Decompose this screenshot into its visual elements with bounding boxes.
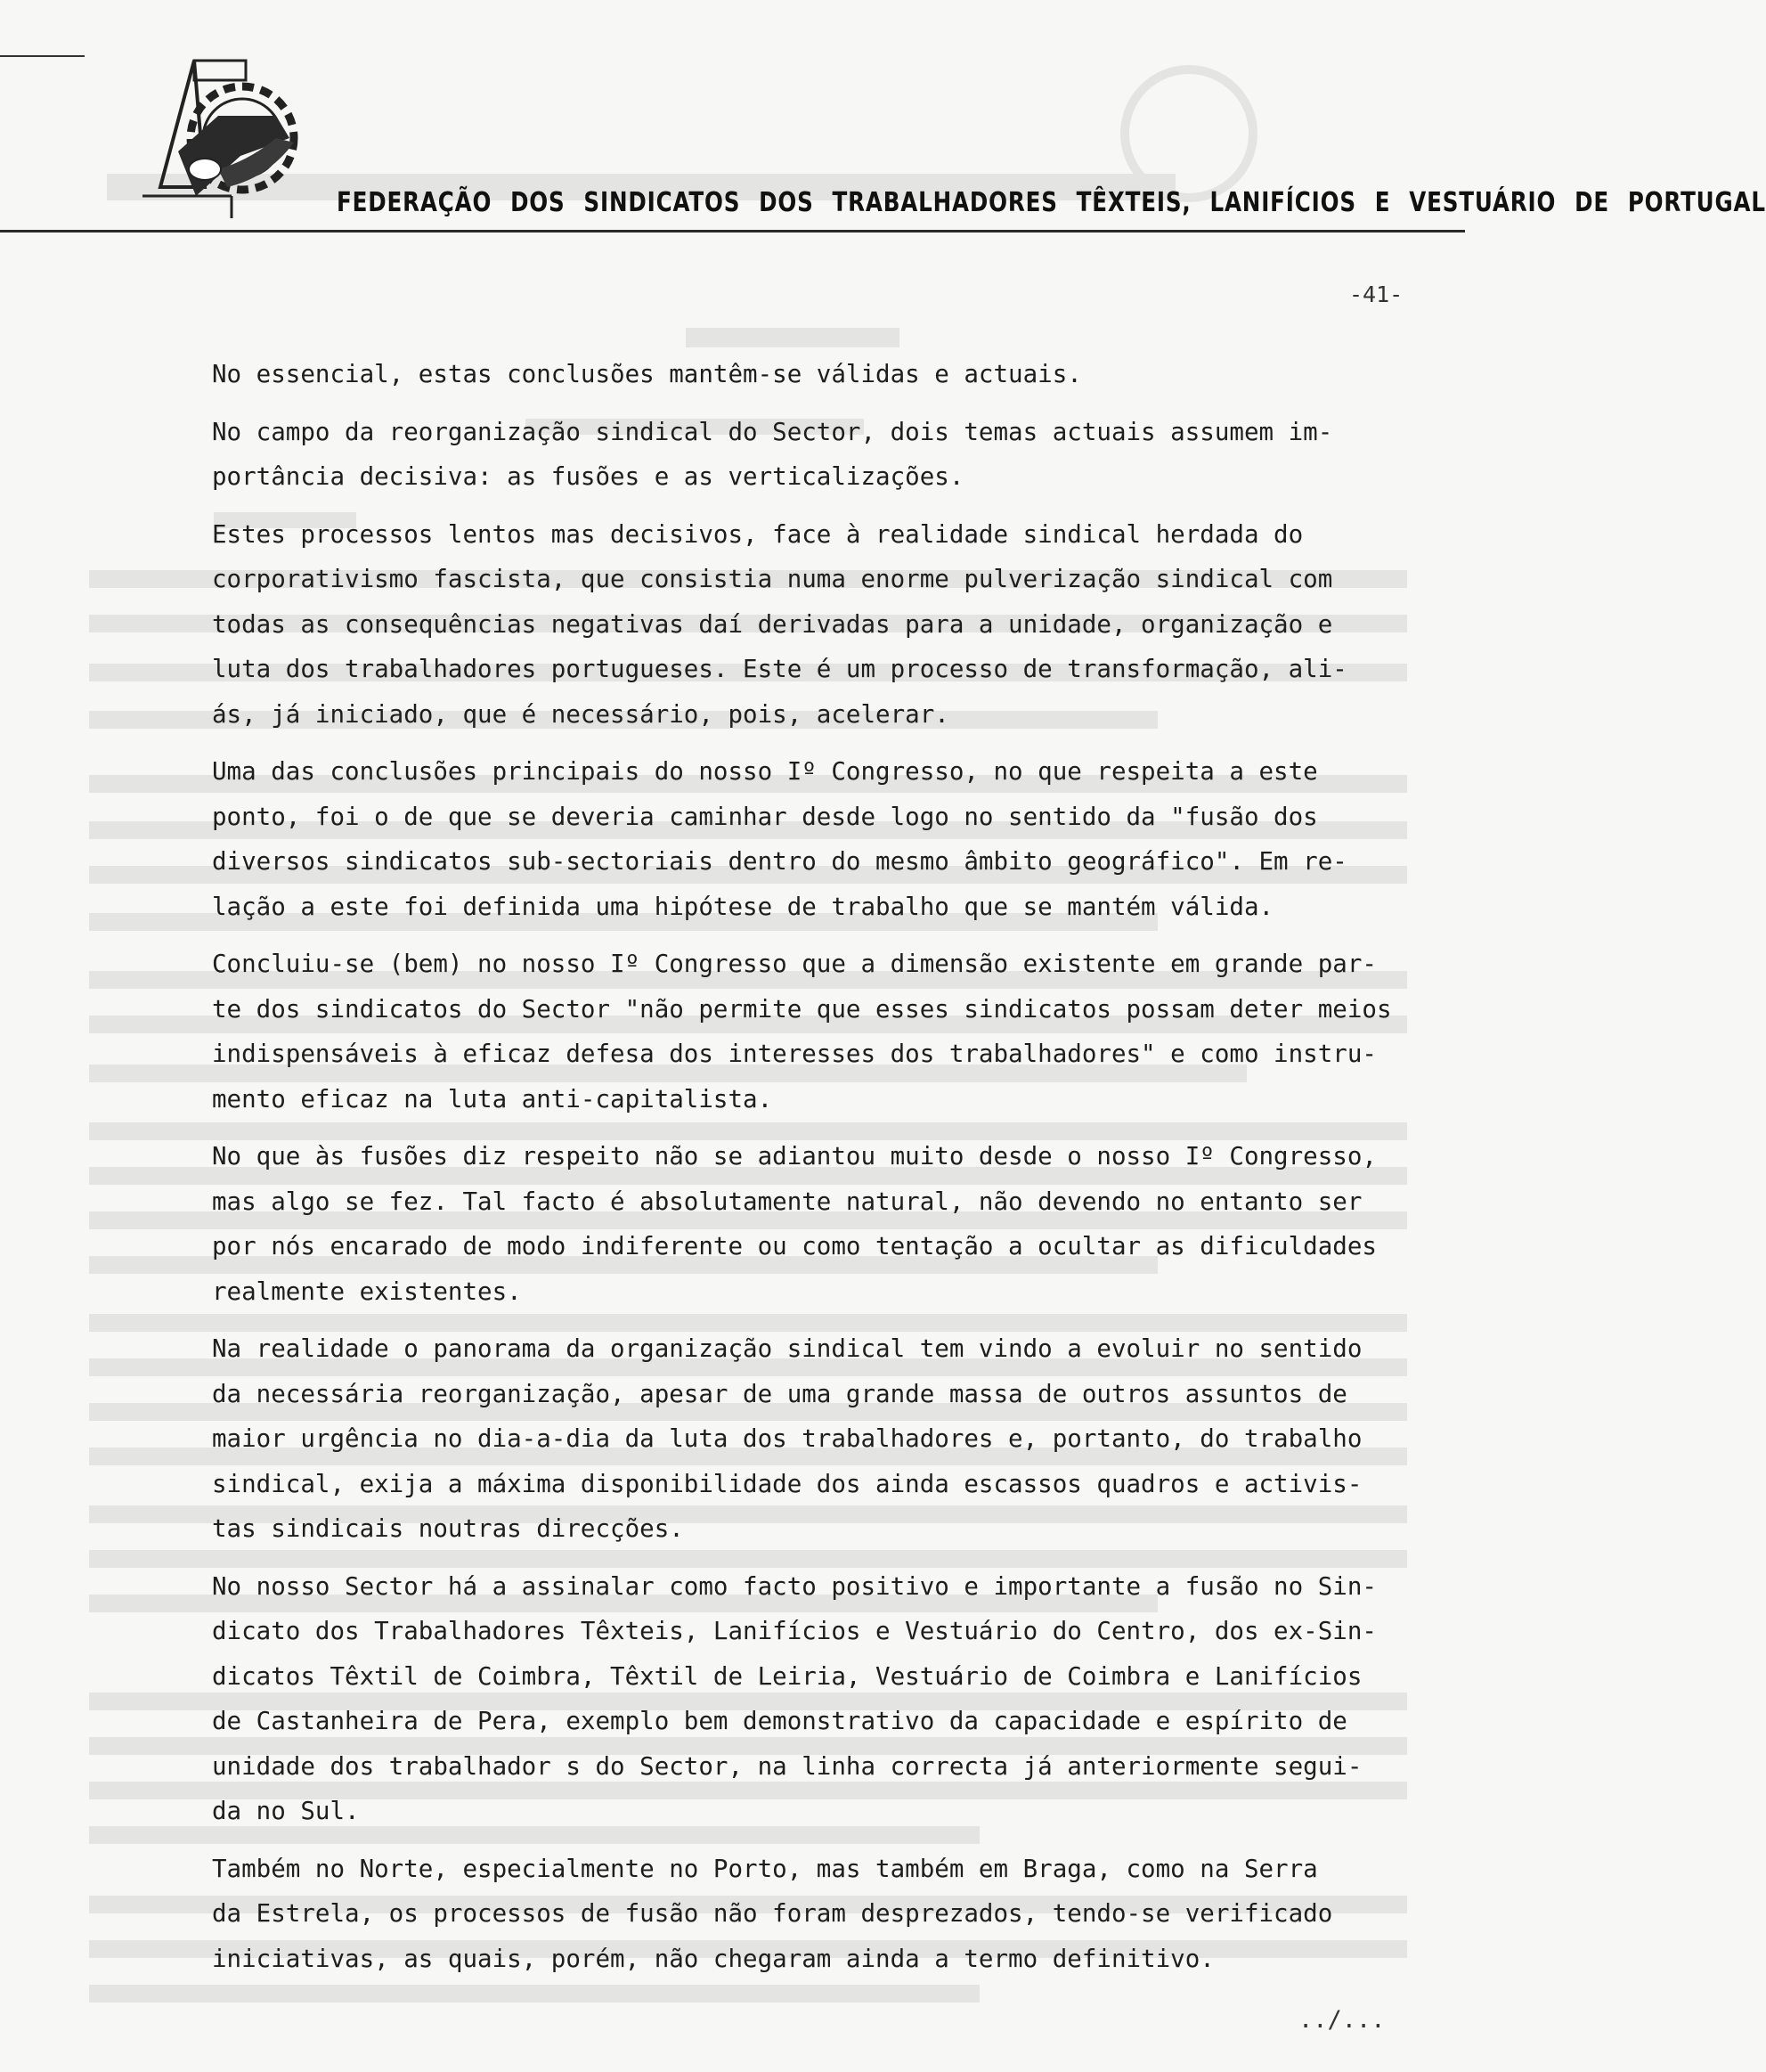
text-line: te dos sindicatos do Sector "não permite que esses sindicatos possam deter meios xyxy=(212,994,1392,1024)
text-line: da Estrela, os processos de fusão não foram desprezados, tendo-se verificado xyxy=(212,1899,1333,1928)
paragraph xyxy=(212,1326,1432,1552)
text-line: da no Sul. xyxy=(212,1797,360,1825)
text-line: corporativismo fascista, que consistia numa enorme pulverização sindical com xyxy=(212,565,1333,593)
text-line: iniciativas, as quais, porém, não chegaram ainda a termo definitivo. xyxy=(212,1944,1215,1973)
organization-name: FEDERAÇÃO DOS SINDICATOS DOS TRABALHADORES TÊXTEIS, LANIFÍCIOS E VESTUÁRIO DE PORTUGAL xyxy=(337,187,1766,218)
text-line: da necessária reorganização, apesar de uma grande massa de outros assuntos de xyxy=(212,1379,1347,1408)
paragraph xyxy=(212,1847,1432,1982)
paragraph xyxy=(212,512,1432,738)
paragraph xyxy=(212,1134,1432,1314)
body-text xyxy=(212,352,1432,1994)
paragraph xyxy=(212,352,1432,397)
text-line: No nosso Sector há a assinalar como facto positivo e importante a fusão no Sin- xyxy=(212,1571,1377,1601)
text-line: dicato dos Trabalhadores Têxteis, Lanifícios e Vestuário do Centro, dos ex-Sin- xyxy=(212,1617,1377,1645)
header-top-rule xyxy=(0,55,85,57)
text-line: No essencial, estas conclusões mantêm-se válidas e actuais. xyxy=(212,360,1082,388)
text-line: unidade dos trabalhador s do Sector, na linha correcta já anteriormente segui- xyxy=(212,1751,1363,1781)
text-line: todas as consequências negativas daí derivadas para a unidade, organização e xyxy=(212,609,1333,639)
paragraph xyxy=(212,410,1432,500)
text-line: sindical, exija a máxima disponibilidade dos ainda escassos quadros e activis- xyxy=(212,1469,1363,1498)
text-line: realmente existentes. xyxy=(212,1277,522,1306)
header-rule xyxy=(0,230,1465,232)
text-line: No campo da reorganização sindical do Sector, dois temas actuais assumem im- xyxy=(212,417,1333,446)
paragraph xyxy=(212,942,1432,1122)
text-line: Na realidade o panorama da organização sindical tem vindo a evoluir no sentido xyxy=(212,1334,1363,1363)
text-line: de Castanheira de Pera, exemplo bem demonstrativo da capacidade e espírito de xyxy=(212,1707,1347,1735)
union-logo-icon xyxy=(142,53,321,218)
text-line: dicatos Têxtil de Coimbra, Têxtil de Leiria, Vestuário de Coimbra e Lanifícios xyxy=(212,1661,1363,1691)
text-line: mas algo se fez. Tal facto é absolutamente natural, não devendo no entanto ser xyxy=(212,1187,1363,1216)
text-line: Concluiu-se (bem) no nosso Iº Congresso que a dimensão existente em grande par- xyxy=(212,950,1377,978)
text-line: lação a este foi definida uma hipótese de trabalho que se mantém válida. xyxy=(212,892,1274,921)
text-line: indispensáveis à eficaz defesa dos interesses dos trabalhadores" e como instru- xyxy=(212,1040,1377,1068)
text-line: luta dos trabalhadores portugueses. Este é um processo de transformação, ali- xyxy=(212,655,1347,683)
text-line: mento eficaz na luta anti-capitalista. xyxy=(212,1084,773,1113)
paragraph xyxy=(212,749,1432,929)
text-line: diversos sindicatos sub-sectoriais dentro do mesmo âmbito geográfico". Em re- xyxy=(212,847,1347,876)
text-line: Uma das conclusões principais do nosso Iº Congresso, no que respeita a este xyxy=(212,757,1318,786)
text-line: maior urgência no dia-a-dia da luta dos trabalhadores e, portanto, do trabalho xyxy=(212,1424,1363,1453)
text-line: por nós encarado de modo indiferente ou como tentação a ocultar as dificuldades xyxy=(212,1232,1377,1260)
continuation-mark: ../... xyxy=(1298,2006,1386,2034)
text-line: ponto, foi o de que se deveria caminhar desde logo no sentido da "fusão dos xyxy=(212,802,1318,831)
page-number: -41- xyxy=(1349,281,1404,307)
text-line: portância decisiva: as fusões e as verticalizações. xyxy=(212,462,964,491)
text-line: ás, já iniciado, que é necessário, pois, acelerar. xyxy=(212,699,949,729)
text-line: Também no Norte, especialmente no Porto, mas também em Braga, como na Serra xyxy=(212,1854,1318,1883)
paragraph xyxy=(212,1564,1432,1834)
text-line: tas sindicais noutras direcções. xyxy=(212,1514,684,1543)
text-line: No que às fusões diz respeito não se adiantou muito desde o nosso Iº Congresso, xyxy=(212,1142,1377,1171)
text-line: Estes processos lentos mas decisivos, face à realidade sindical herdada do xyxy=(212,519,1304,549)
